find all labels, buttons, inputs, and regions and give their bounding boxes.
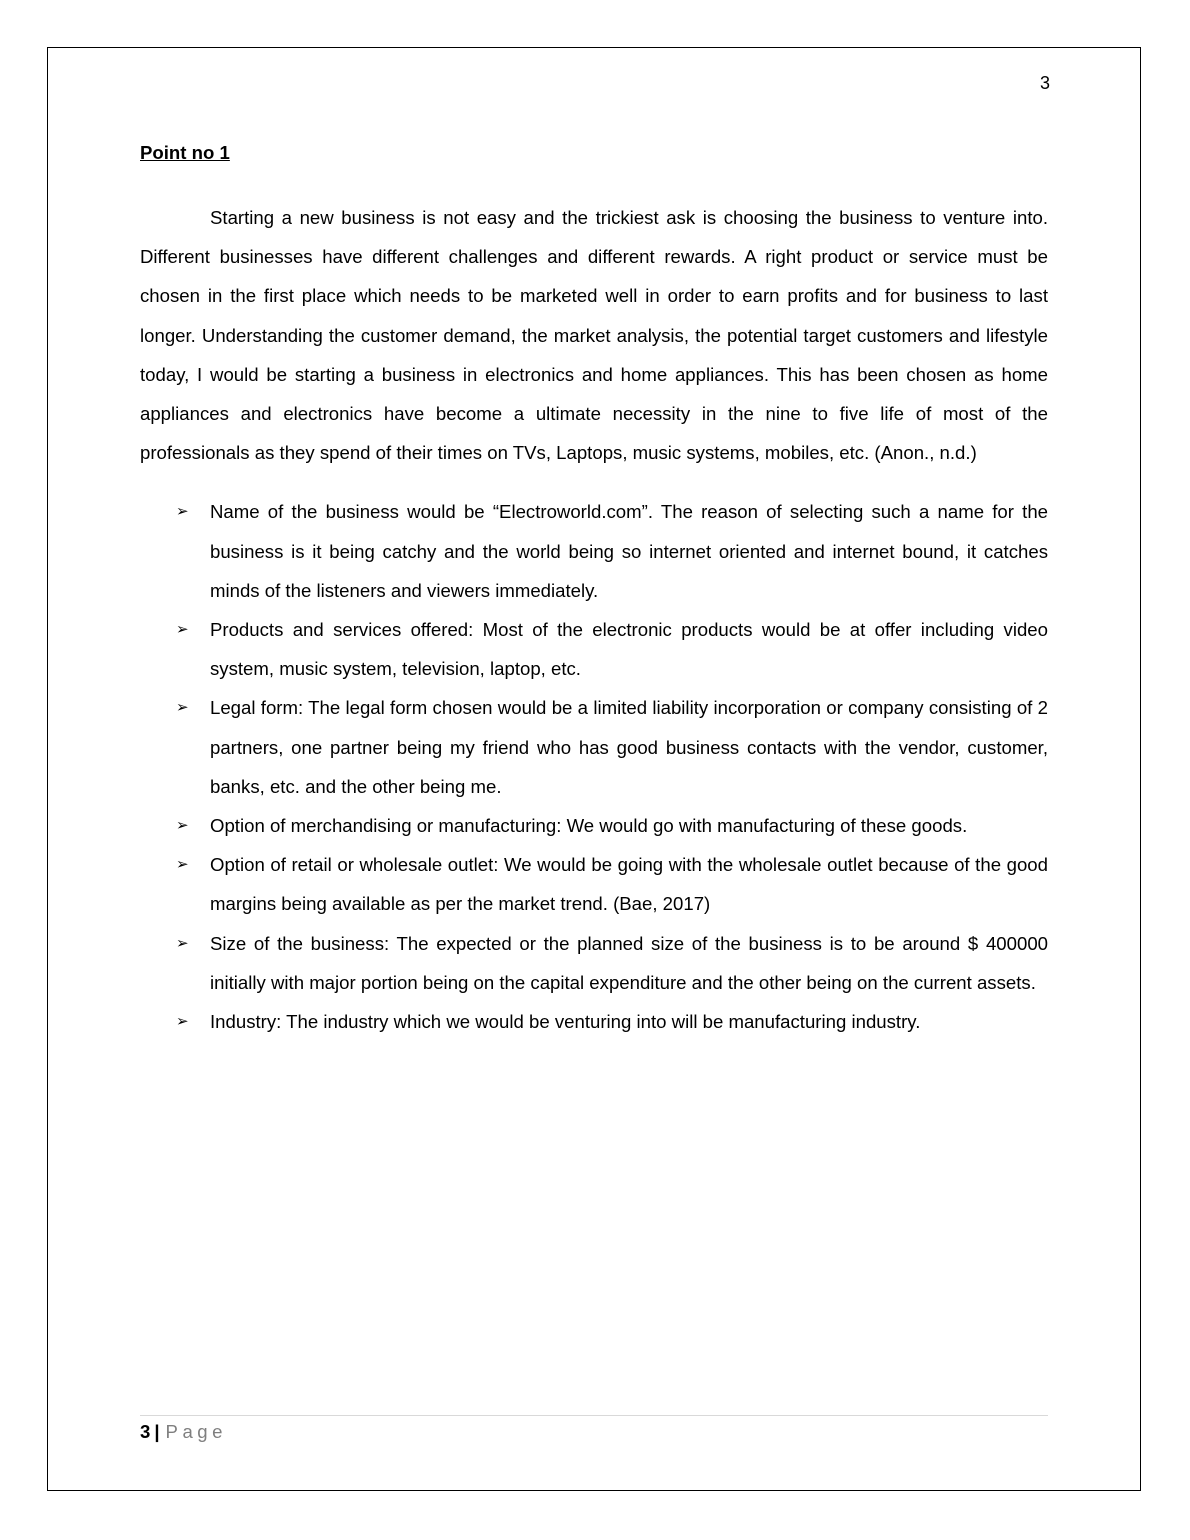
arrow-bullet-icon: ➢ (176, 934, 189, 952)
intro-paragraph: Starting a new business is not easy and the trickiest ask is choosing the business to venture into. Different businesses have different challenges and different rewards. A right product or service must be chosen in the first place which needs to be marketed well in order to earn profits and for business to last longer. Understanding the customer demand, the market analysis, the potential target customers and lifestyle today, I would be starting a business in electronics and home appliances. This has been chosen as home appliances and electronics have become a ultimate necessity in the nine to five life of most of the professionals as they spend of their times on TVs, Laptops, music systems, mobiles, etc. (Anon., n.d.) (140, 207, 1048, 464)
bullet-list (140, 492, 1048, 1041)
list-item (140, 806, 1048, 845)
list-item-text: Industry: The industry which we would be venturing into will be manufacturing industry. (210, 1011, 921, 1033)
document-body (140, 140, 1048, 1041)
list-item (140, 1002, 1048, 1041)
header-page-number: 3 (1039, 73, 1050, 93)
list-item (140, 688, 1048, 806)
section-heading: Point no 1 (140, 142, 230, 163)
list-item-text: Option of merchandising or manufacturing: We would go with manufacturing of these goods. (210, 815, 968, 837)
list-item-text: Legal form: The legal form chosen would be a limited liability incorporation or company consisting of 2 partners, one partner being my friend who has good business contacts with the vendor, customer, banks, etc. and the other being me. (210, 697, 1048, 797)
footer-separator: | (154, 1421, 160, 1442)
page-footer (140, 1419, 227, 1445)
arrow-bullet-icon: ➢ (176, 621, 189, 639)
arrow-bullet-icon: ➢ (176, 817, 189, 835)
footer-page-label: Page (165, 1421, 227, 1442)
arrow-bullet-icon: ➢ (176, 1013, 189, 1031)
footer-page-number: 3 (140, 1421, 151, 1442)
list-item-text: Name of the business would be “Electroworld.com”. The reason of selecting such a name for the business is it being catchy and the world being so internet oriented and internet bound, it catches minds of the listeners and viewers immediately. (210, 501, 1048, 601)
arrow-bullet-icon: ➢ (176, 699, 189, 717)
list-item-text: Products and services offered: Most of the electronic products would be at offer including video system, music system, television, laptop, etc. (210, 619, 1048, 680)
list-item (140, 845, 1048, 923)
arrow-bullet-icon: ➢ (176, 856, 189, 874)
list-item (140, 924, 1048, 1002)
list-item-text: Option of retail or wholesale outlet: We would be going with the wholesale outlet because of the good margins being available as per the market trend. (Bae, 2017) (210, 854, 1048, 915)
arrow-bullet-icon: ➢ (176, 503, 189, 521)
footer-divider (140, 1415, 1048, 1416)
list-item-text: Size of the business: The expected or the planned size of the business is to be around $ 400000 initially with major portion being on the capital expenditure and the other being on the current assets. (210, 932, 1048, 993)
list-item (140, 610, 1048, 688)
list-item (140, 492, 1048, 610)
